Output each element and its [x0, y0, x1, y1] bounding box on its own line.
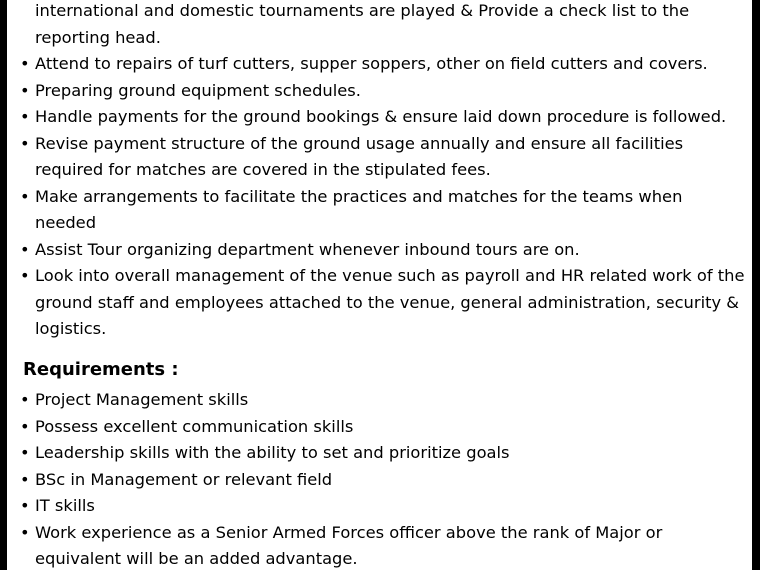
list-item: • Handle payments for the ground bookings & ensure laid down procedure is followed. — [20, 104, 745, 131]
list-item: • Leadership skills with the ability to set and prioritize goals — [20, 440, 745, 467]
list-item: • Look into overall management of the venue such as payroll and HR related work of the ground staff and employees attached to the venue, general administration, security & logistics. — [20, 263, 745, 343]
list-item: • Assist Tour organizing department whenever inbound tours are on. — [20, 237, 745, 264]
list-item: • Possess excellent communication skills — [20, 414, 745, 441]
document-page — [7, 0, 752, 570]
list-item: • Work experience as a Senior Armed Forces officer above the rank of Major or equivalent will be an added advantage. — [20, 520, 745, 570]
list-item: • Preparing ground equipment schedules. — [20, 78, 745, 105]
requirements-heading: Requirements : — [23, 359, 179, 380]
list-item: • BSc in Management or relevant field — [20, 467, 745, 494]
responsibilities-list — [20, 0, 745, 343]
list-item: • Make arrangements to facilitate the practices and matches for the teams when needed — [20, 184, 745, 237]
list-item: • Revise payment structure of the ground usage annually and ensure all facilities required for matches are covered in the stipulated fees. — [20, 131, 745, 184]
list-item: • Project Management skills — [20, 387, 745, 414]
requirements-list — [20, 387, 745, 570]
list-item: • Attend to repairs of turf cutters, supper soppers, other on field cutters and covers. — [20, 51, 745, 78]
list-item: • IT skills — [20, 493, 745, 520]
list-item: international and domestic tournaments are played & Provide a check list to the reporting head. — [35, 1, 690, 47]
